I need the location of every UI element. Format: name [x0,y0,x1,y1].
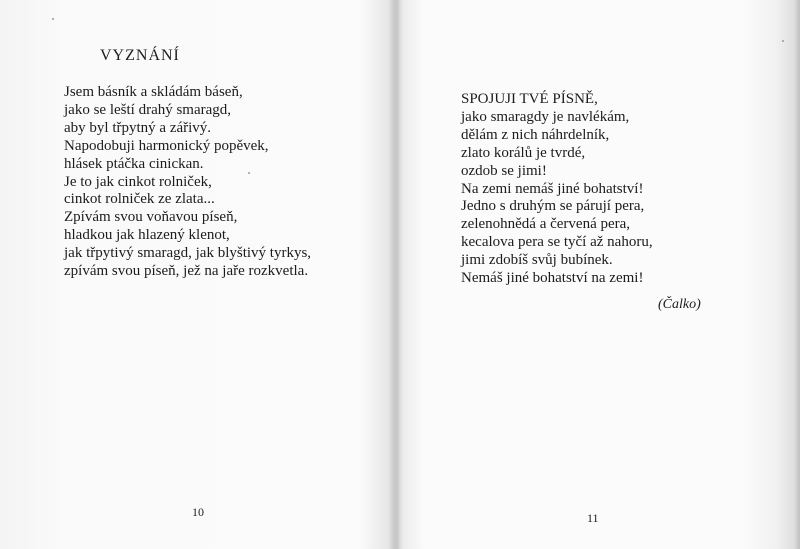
poem-line: dělám z nich náhrdelník, [461,126,610,143]
poem-line: jak třpytivý smaragd, jak blyštivý tyrkys, [64,245,312,262]
poem-line: jimi zdobíš svůj bubínek. [461,252,613,269]
poem-line: Je to jak cinkot rolniček, [64,173,212,190]
poem-line: Jedno s druhým se párují pera, [461,198,645,215]
poem-line: aby byl třpytný a zářivý. [64,119,212,136]
poem-line: cinkot rolniček ze zlata... [64,191,215,208]
right-page [400,0,800,549]
page-number: 11 [587,511,599,525]
poem-line: jako se leští drahý smaragd, [64,101,232,118]
poem-line: Na zemi nemáš jiné bohatství! [461,180,644,197]
paper-speck [52,18,54,20]
poem-line: kecalova pera se tyčí až nahoru, [461,234,653,251]
poem-line: hlásek ptáčka cinickan. [64,155,204,172]
left-poem [64,84,311,281]
paper-speck [782,40,784,42]
poem-line: jako smaragdy je navlékám, [461,108,630,125]
poem-author: (Čalko) [658,297,701,312]
poem-line: SPOJUJI TVÉ PÍSNĚ, [461,91,598,107]
poem-line: Zpívám svou voňavou píseň, [64,209,238,226]
poem-line: ozdob se jimi! [461,162,547,179]
poem-line: zpívám svou píseň, jež na jaře rozkvetla. [64,263,309,280]
poem-line: hladkou jak hlazený klenot, [64,227,230,244]
poem-line: Jsem básník a skládám báseň, [64,84,243,100]
paper-speck [248,172,250,174]
poem-line: Napodobuji harmonický popěvek, [64,137,269,154]
poem-line: zlato korálů je tvrdé, [461,144,586,161]
poem-line: zelenohnědá a červená pera, [461,216,631,233]
page-number: 10 [192,505,204,519]
poem-line: Nemáš jiné bohatství na zemi! [461,270,644,287]
left-page [0,0,392,549]
right-poem [461,91,653,288]
poem-title: VYZNÁNÍ [100,47,180,64]
